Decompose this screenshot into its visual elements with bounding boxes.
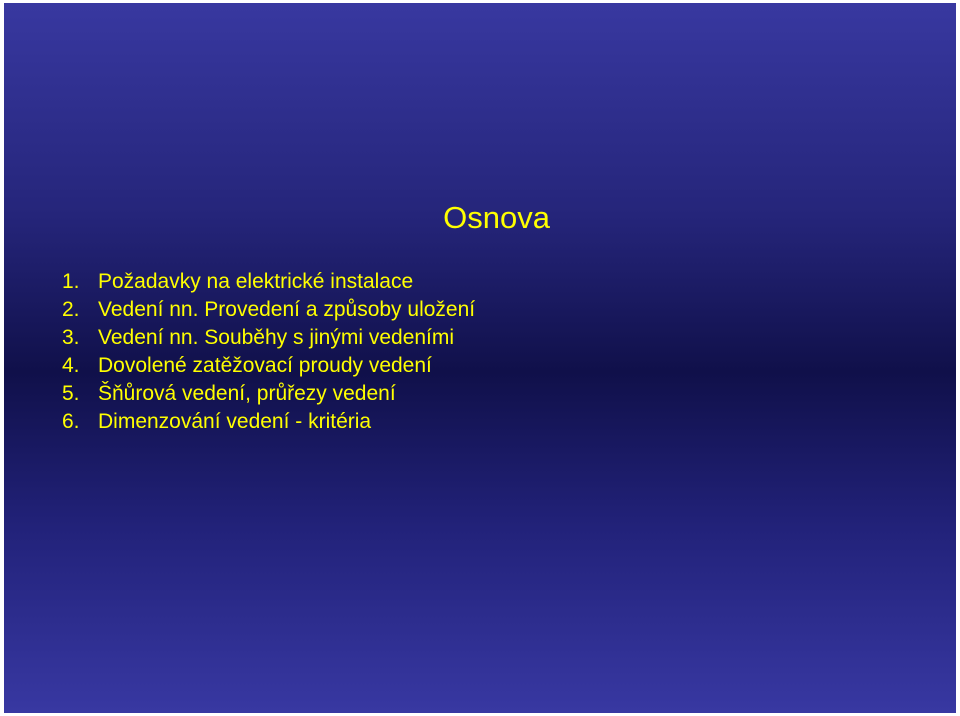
list-item-text: Vedení nn. Provedení a způsoby uložení bbox=[98, 298, 476, 321]
list-item-text: Šňůrová vedení, průřezy vedení bbox=[98, 382, 396, 405]
list-item bbox=[62, 408, 475, 436]
list-item-text: Dimenzování vedení - kritéria bbox=[98, 410, 372, 433]
list-item-text: Dovolené zatěžovací proudy vedení bbox=[98, 354, 432, 377]
list-item bbox=[62, 380, 475, 408]
list-item-number: 5. bbox=[62, 382, 80, 405]
list-item-number: 1. bbox=[62, 270, 80, 293]
list-item-text: Požadavky na elektrické instalace bbox=[98, 270, 414, 293]
list-item-number: 3. bbox=[62, 326, 80, 349]
list-item-text: Vedení nn. Souběhy s jinými vedeními bbox=[98, 326, 455, 349]
outline-list bbox=[62, 268, 475, 436]
list-item bbox=[62, 296, 475, 324]
list-item bbox=[62, 268, 475, 296]
slide bbox=[4, 3, 956, 713]
slide-title: Osnova bbox=[443, 200, 550, 235]
list-item bbox=[62, 324, 475, 352]
list-item-number: 4. bbox=[62, 354, 80, 377]
list-item-number: 2. bbox=[62, 298, 80, 321]
list-item bbox=[62, 352, 475, 380]
list-item-number: 6. bbox=[62, 410, 80, 433]
